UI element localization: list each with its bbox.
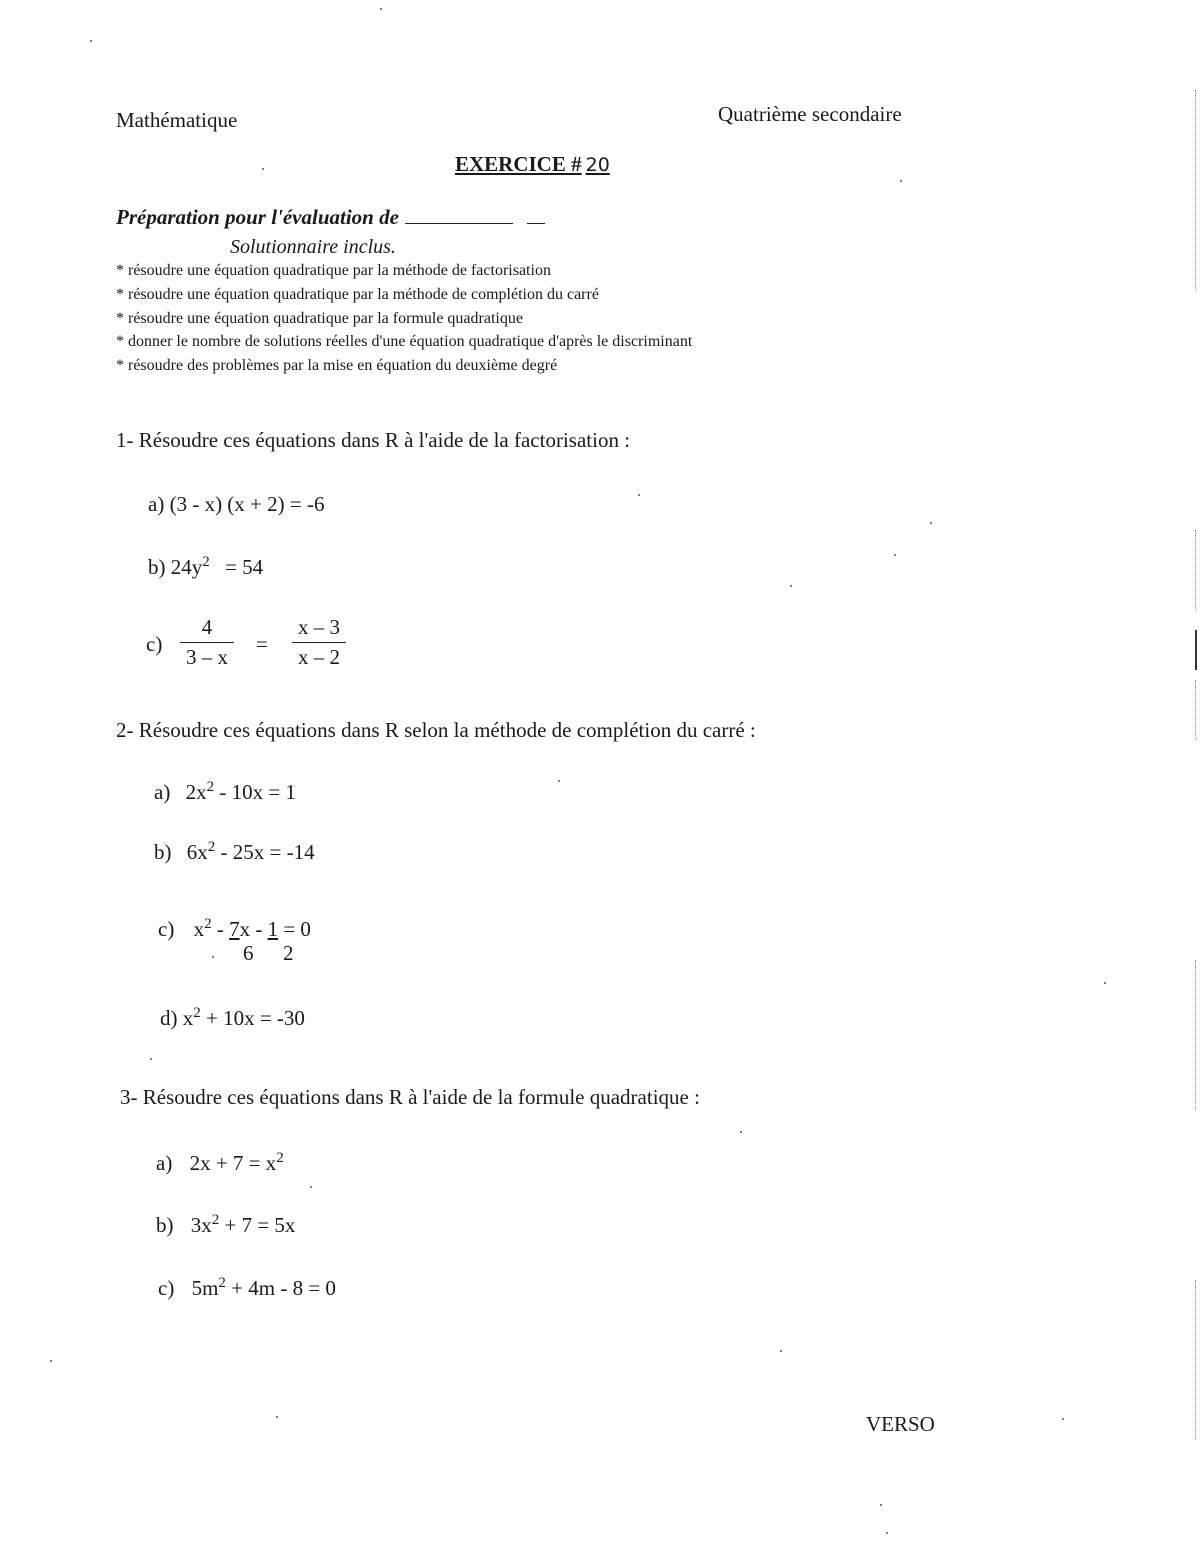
equation-lhs: 6x [186, 840, 208, 864]
equation-rhs: + 4m - 8 = 0 [225, 1276, 336, 1300]
objective-item: * résoudre une équation quadratique par la méthode de factorisation [116, 262, 551, 279]
solutions-note: Solutionnaire inclus. [230, 236, 396, 258]
equation-2b [154, 840, 315, 865]
scan-speck [880, 1504, 882, 1506]
exponent: 2 [206, 779, 215, 795]
scan-edge-mark [1195, 1280, 1197, 1440]
equation-rhs: = 54 [225, 555, 264, 579]
item-label: c) [158, 917, 175, 941]
exponent: 2 [218, 1275, 226, 1291]
numerator: x – 3 [298, 615, 340, 639]
fraction-denominator: 6 [243, 941, 254, 965]
scan-speck [150, 1058, 152, 1060]
exponent: 2 [276, 1150, 284, 1166]
scan-speck [558, 780, 560, 782]
denominator: x – 2 [298, 645, 340, 669]
exercise-title [455, 152, 610, 177]
equation-rhs: = 0 [278, 917, 311, 941]
equation-1a [148, 492, 324, 517]
preparation-text: Préparation pour l'évaluation de [116, 205, 399, 229]
equation-rhs: + 10x = -30 [200, 1006, 305, 1030]
subject-label: Mathématique [116, 108, 238, 132]
exponent: 2 [211, 1212, 220, 1228]
preparation-line [116, 205, 545, 230]
equation-3c [158, 1276, 336, 1301]
equation-lhs: 24y [170, 555, 203, 579]
item-label: a) [148, 492, 165, 516]
equation-lhs: 5m [191, 1276, 219, 1300]
denominator: 3 – x [186, 645, 228, 669]
scan-edge-mark [1195, 530, 1197, 610]
verso-label: VERSO [866, 1412, 935, 1436]
exponent: 2 [193, 1005, 201, 1021]
item-label: b) [156, 1213, 174, 1237]
item-label: c) [146, 632, 163, 656]
exercise-title-text: EXERCICE # [455, 152, 582, 176]
scan-speck [894, 554, 896, 556]
blank-line [405, 207, 513, 224]
scan-speck [212, 956, 214, 958]
level-label: Quatrième secondaire [718, 102, 902, 126]
scan-speck [50, 1360, 52, 1362]
equation-rhs: - 25x = -14 [215, 840, 315, 864]
scan-speck [900, 180, 902, 182]
equation-2a [154, 780, 296, 805]
equation-rhs: + 7 = 5x [219, 1213, 296, 1237]
question-1-prompt: 1- Résoudre ces équations dans R à l'aide de la factorisation : [116, 428, 631, 452]
equation-lhs: x [193, 917, 205, 941]
equation-lhs: 2x + 7 = x [189, 1151, 277, 1175]
objective-item: * donner le nombre de solutions réelles d'une équation quadratique d'après le discriminant [116, 333, 693, 350]
blank-line-short [527, 207, 545, 224]
scan-speck [886, 1532, 888, 1534]
equation-2c [158, 917, 311, 942]
equation-text: (3 - x) (x + 2) = -6 [169, 492, 325, 516]
scan-speck [1104, 982, 1106, 984]
objective-item: * résoudre une équation quadratique par la méthode de complétion du carré [116, 286, 599, 303]
item-label: b) [148, 555, 166, 579]
scan-edge-mark [1195, 960, 1197, 1110]
scan-speck [930, 522, 932, 524]
scan-speck [790, 585, 792, 587]
scan-speck [740, 1131, 742, 1133]
scan-speck [90, 40, 92, 42]
equation-lhs: 3x [190, 1213, 212, 1237]
equation-rhs: - 10x = 1 [214, 780, 296, 804]
item-label: b) [154, 840, 172, 864]
exponent: 2 [207, 839, 216, 855]
equation-term: x - [239, 917, 268, 941]
item-label: d) [160, 1006, 178, 1030]
objective-item: * résoudre une équation quadratique par la formule quadratique [116, 310, 523, 327]
equation-1b [148, 555, 263, 580]
item-label: a) [154, 780, 171, 804]
equation-3b [156, 1213, 295, 1238]
exercise-number: 20 [585, 154, 610, 176]
question-3-prompt: 3- Résoudre ces équations dans R à l'aide de la formule quadratique : [120, 1085, 700, 1109]
objective-item: * résoudre des problèmes par la mise en équation du deuxième degré [116, 357, 558, 374]
fraction-left [180, 615, 234, 670]
numerator: 4 [201, 615, 213, 639]
exponent: 2 [204, 916, 212, 932]
fraction-denominator: 2 [283, 941, 294, 965]
equation-2d [160, 1006, 305, 1031]
scan-speck [262, 168, 264, 170]
scan-speck [310, 1186, 312, 1188]
equation-lhs: x [182, 1006, 194, 1030]
fraction-numerator: 7 [229, 917, 240, 941]
scan-speck [1062, 1418, 1064, 1420]
item-label: c) [158, 1276, 175, 1300]
equals-sign: = [256, 632, 268, 656]
exponent: 2 [202, 554, 210, 570]
scan-speck [638, 494, 640, 496]
scan-edge-mark [1195, 680, 1197, 740]
scan-speck [780, 1350, 782, 1352]
scan-edge-mark [1195, 90, 1197, 290]
equation-minus: - [211, 917, 230, 941]
scan-speck [276, 1416, 278, 1418]
equation-3a [156, 1151, 284, 1176]
scan-speck [380, 8, 382, 10]
question-2-prompt: 2- Résoudre ces équations dans R selon la méthode de complétion du carré : [116, 718, 756, 742]
equation-lhs: 2x [185, 780, 207, 804]
scan-edge-mark [1195, 630, 1198, 670]
item-label: a) [156, 1151, 173, 1175]
fraction-numerator: 1 [267, 917, 279, 941]
fraction-right [292, 615, 346, 670]
